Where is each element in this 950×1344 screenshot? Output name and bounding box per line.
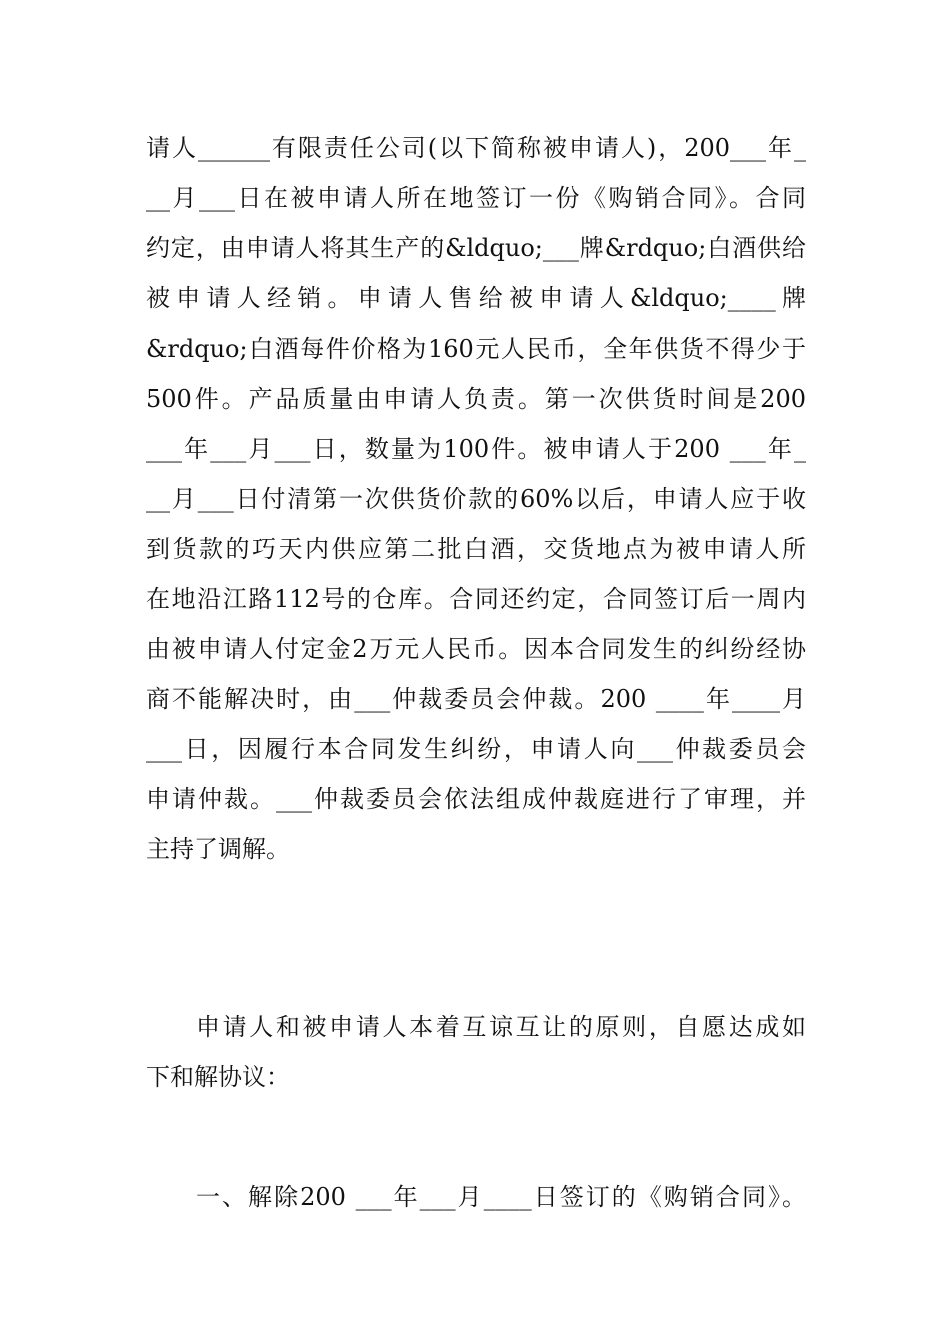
text-line: 申请仲裁。___仲裁委员会依法组成仲裁庭进行了审理，并 (146, 785, 806, 813)
text-line: 由被申请人付定金2万元人民币。因本合同发生的纠纷经协 (146, 635, 806, 663)
text-line: 被申请人经销。申请人售给被申请人&ldquo;____牌 (146, 284, 806, 312)
text-line: 申请人和被申请人本着互谅互让的原则，自愿达成如 (196, 1013, 806, 1041)
text-line: __月___日付清第一次供货价款的60%以后，申请人应于收 (146, 485, 806, 513)
text-line: 商不能解决时，由___仲裁委员会仲裁。200 ____年____月 (146, 685, 806, 713)
text-line: &rdquo;白酒每件价格为160元人民币，全年供货不得少于 (146, 335, 806, 363)
text-line: 一、解除200 ___年___月____日签订的《购销合同》。 (196, 1183, 806, 1211)
text-line: 下和解协议： (146, 1063, 290, 1091)
text-line: 请人______有限责任公司(以下简称被申请人)，200___年_ (146, 134, 806, 162)
text-line: 主持了调解。 (146, 835, 290, 863)
text-line: ___日，因履行本合同发生纠纷，申请人向___仲裁委员会 (146, 735, 806, 763)
text-line: 在地沿江路112号的仓库。合同还约定，合同签订后一周内 (146, 585, 806, 613)
text-line: 500件。产品质量由申请人负责。第一次供货时间是200 (146, 385, 806, 413)
text-line: ___年___月___日，数量为100件。被申请人于200 ___年_ (146, 435, 806, 463)
text-line: 约定，由申请人将其生产的&ldquo;___牌&rdquo;白酒供给 (146, 234, 806, 262)
text-line: 到货款的巧天内供应第二批白酒，交货地点为被申请人所 (146, 535, 806, 563)
text-line: __月___日在被申请人所在地签订一份《购销合同》。合同 (146, 184, 806, 212)
